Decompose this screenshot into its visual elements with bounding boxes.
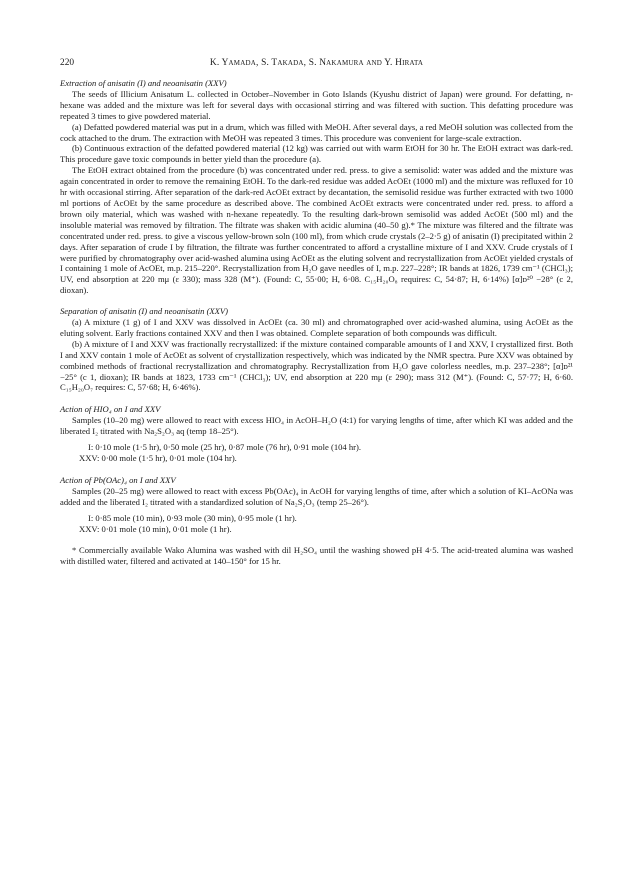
page <box>60 57 573 567</box>
page-number: 220 <box>60 58 75 68</box>
section-heading-hio4: Action of HIO₄ on I and XXV <box>60 404 161 415</box>
paragraph: Samples (10–20 mg) were allowed to react with excess HIO₄ in AcOH–H₂O (4:1) for varying lengths of time, after which KI was added and the liberated I₂ titrated with Na₂S₂O₃ aq (temp 18–25°). <box>60 415 573 437</box>
paragraph: (b) Continuous extraction of the defatted powdered material (12 kg) was carried out with warm EtOH for 30 hr. The EtOH extract was dark-red. This procedure gave toxic compounds in better yield than the procedure (a). <box>60 143 573 165</box>
result-line-xxv: XXV: 0·00 mole (1·5 hr), 0·01 mole (104 hr). <box>79 453 237 463</box>
result-line-i: I: 0·10 mole (1·5 hr), 0·50 mole (25 hr), 0·87 mole (76 hr), 0·91 mole (104 hr). <box>88 442 362 453</box>
section-heading-extraction: Extraction of anisatin (I) and neoanisatin (XXV) <box>60 78 227 88</box>
paragraph: (a) Defatted powdered material was put in a drum, which was filled with MeOH. After several days, a red MeOH solution was collected from the cock attached to the drum. The extraction with MeOH was repeated 3 times. This procedure was convenient for large-scale extraction. <box>60 121 573 143</box>
result-line-i: I: 0·85 mole (10 min), 0·93 mole (30 min), 0·95 mole (1 hr). <box>88 512 297 523</box>
running-head-authors: K. Yamada, S. Takada, S. Nakamura and Y. Hirata <box>209 58 424 68</box>
footnote: * Commercially available Wako Alumina was washed with dil H₂SO₄ until the washing showed pH 4·5. The acid-treated alumina was washed with distilled water, filtered and activated at 140–150° for 15 hr. <box>60 545 573 567</box>
section-heading-separation: Separation of anisatin (I) and neoanisatin (XXV) <box>60 306 229 317</box>
result-line-xxv: XXV: 0·01 mole (10 min), 0·01 mole (1 hr). <box>79 523 232 534</box>
paragraph: (b) A mixture of I and XXV was fractionally recrystallized: if the mixture contained comparable amounts of I and XXV, I crystallized first. Both I and XXV contain 1 mole of AcOEt as solvent of crystallization respectively, which was indicated by the NMR spectra. Pure XXV was obtained by combined methods of fractional recrystallization and chromatography. Recrystallization from H₂O gave colorless needles, m.p. 237–238°; [α]ᴅ²¹ −25° (c 1, dioxan); IR bands at 1823, 1733 cm⁻¹ (CHCl₃); UV, end absorption at 220 mμ (ε 290); mass 312 (M⁺). (Found: C, 57·77; H, 6·60. C₁₅H₂₀O₇ requires: C, 57·68; H, 6·46%). <box>60 338 573 393</box>
paragraph: (a) A mixture (1 g) of I and XXV was dissolved in AcOEt (ca. 30 ml) and chromatographed over acid-washed alumina, using AcOEt as the eluting solvent. Early fractions contained XXV and then I was obtained. Complete separation of both compounds was difficult. <box>60 317 573 338</box>
paragraph: The EtOH extract obtained from the procedure (b) was concentrated under red. press. to give a semisolid: water was added and the mixture was again concentrated in order to remove the remaining EtOH. To the dark-red residue was added AcOEt (1000 ml) and the mixture was refluxed for 10 hr with occasional stirring. After separation of the dark-red AcOEt extract by decantation, the semisolid residue was further extracted with two 1000 ml portions of AcOEt by the same procedure as described above. The combined AcOEt extracts were concentrated under red. press. to afford a brown oily material, which was washed with n-hexane repeatedly. To the resulting dark-brown semisolid was added AcOEt (500 ml) and the insoluble material was removed by filtration. The filtrate was shaken with acidic alumina (40–50 g).* The mixture was filtered and the filtrate was concentrated under red. press. to give a viscous yellow-brown soln (100 ml), from which crude crystals (2–2·5 g) of anisatin (I) precipitated within 2 days. After separation of crude I by filtration, the filtrate was further concentrated to afford a crystalline mixture of I and XXV. Crude crystals of I were purified by chromatography over acid-washed alumina using AcOEt as the eluting solvent and recrystallization from AcOEt yielded crystals of I containing 1 mole of AcOEt, m.p. 215–220°. Recrystallization from H₂O gave needles of I, m.p. 227–228°; IR bands at 1826, 1739 cm⁻¹ (CHCl₃); UV, end absorption at 220 mμ (ε 330); mass 328 (M⁺). (Found: C, 55·00; H, 6·08. C₁₅H₂₀O₈ requires: C, 54·87; H, 6·14%) [α]ᴅ²⁰ −28° (c 2, dioxan). <box>60 165 573 296</box>
paragraph: Samples (20–25 mg) were allowed to react with excess Pb(OAc)₄ in AcOH for varying lengths of time, after which a solution of KI–AcONa was added and the liberated I₂ titrated with a standardized solution of Na₂S₂O₃ (temp 25–26°). <box>60 485 573 507</box>
running-header <box>60 57 573 69</box>
section-heading-pboac4: Action of Pb(OAc)₄ on I and XXV <box>60 474 176 485</box>
paragraph: The seeds of Illicium Anisatum L. collected in October–November in Goto Islands (Kyushu district of Japan) were ground. For defatting, n-hexane was added and the mixture was left for several days with occasional stirring and was filtered with suction. This defatting procedure was repeated 3 times to give powdered material. <box>60 88 573 121</box>
